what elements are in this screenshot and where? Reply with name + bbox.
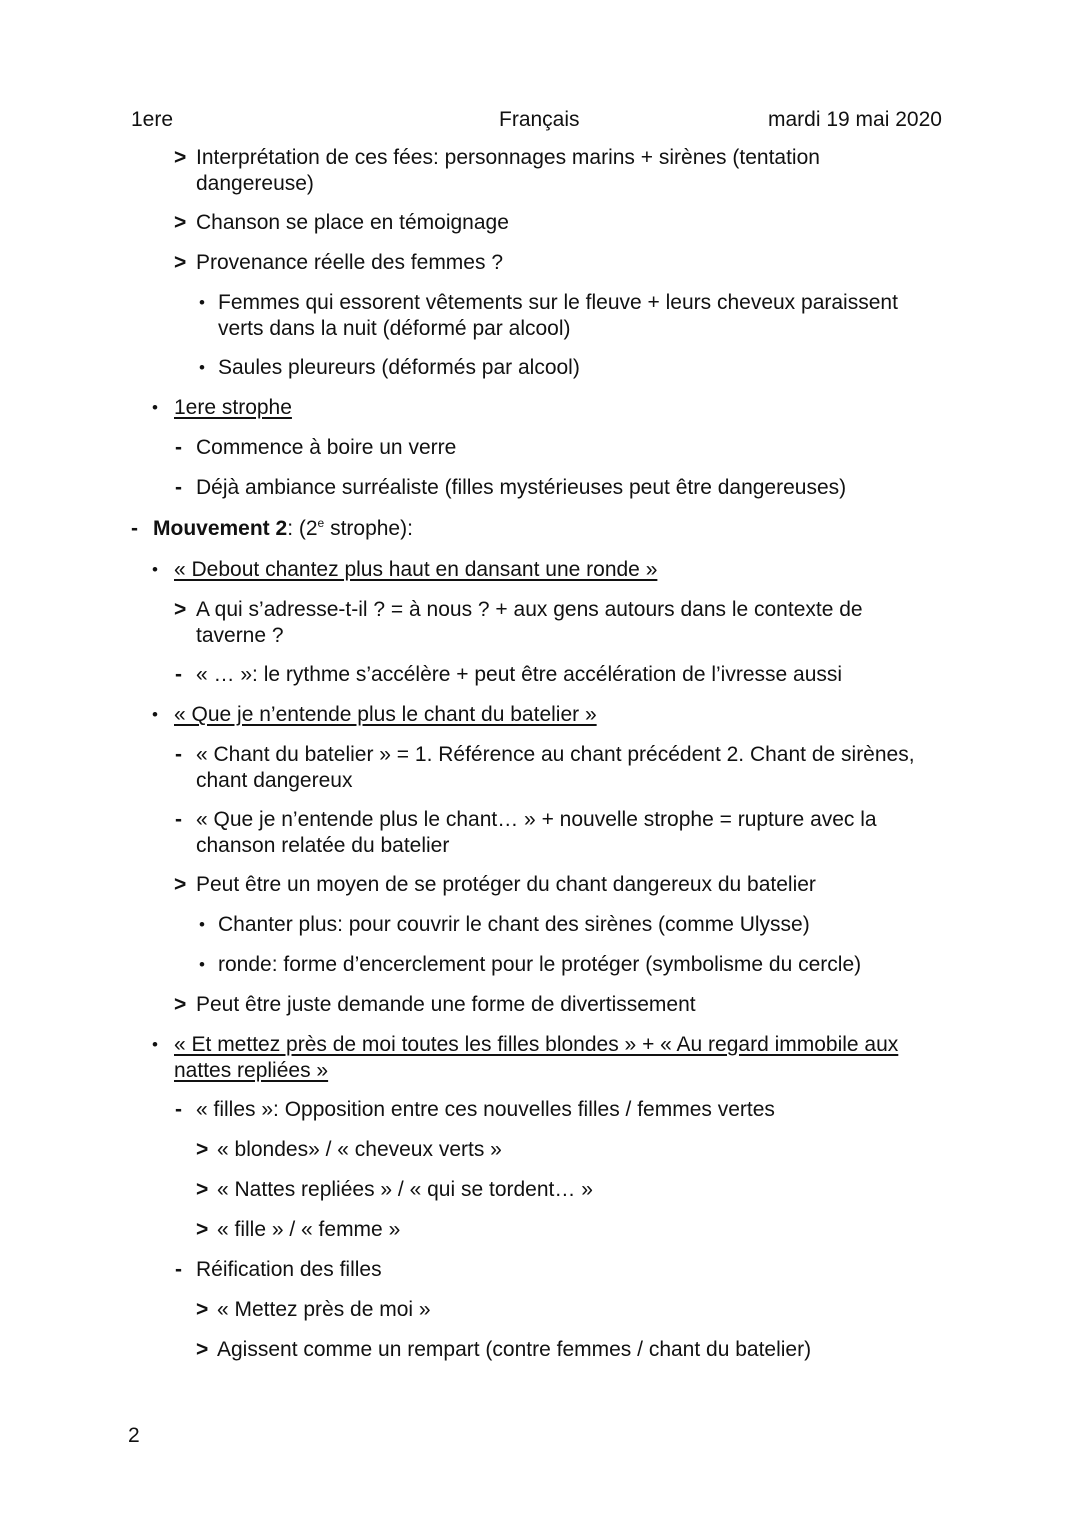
item-text: Réification des filles xyxy=(196,1258,382,1281)
item-text: « Et mettez près de moi toutes les filles blondes » + « Au regard immobile aux xyxy=(174,1033,899,1056)
list-item xyxy=(175,662,842,688)
bullet-marker: • xyxy=(199,293,205,312)
item-text: A qui s’adresse-t-il ? = à nous ? + aux gens autours dans le contexte de xyxy=(196,598,863,621)
list-item xyxy=(199,952,861,978)
item-text: Peut être juste demande une forme de divertissement xyxy=(196,993,696,1016)
list-item xyxy=(174,250,503,276)
list-item xyxy=(175,1097,775,1123)
item-text: Chanter plus: pour couvrir le chant des sirènes (comme Ulysse) xyxy=(218,913,810,936)
item-text: Saules pleureurs (déformés par alcool) xyxy=(218,356,580,379)
bullet-marker: • xyxy=(152,705,158,724)
arrow-marker: > xyxy=(196,1218,209,1241)
list-item xyxy=(175,742,915,794)
item-text-cont: chanson relatée du batelier xyxy=(196,834,450,857)
item-text-cont: chant dangereux xyxy=(196,769,353,792)
bullet-marker: • xyxy=(199,915,205,934)
arrow-marker: > xyxy=(174,251,187,274)
list-item xyxy=(175,475,846,501)
arrow-marker: > xyxy=(196,1178,209,1201)
list-item xyxy=(131,516,413,542)
section-title-suffix: : (2 xyxy=(287,517,318,540)
dash-marker: - xyxy=(131,517,138,540)
item-text: « … »: le rythme s’accélère + peut être accélération de l’ivresse aussi xyxy=(196,663,843,686)
dash-marker: - xyxy=(175,743,182,766)
bullet-marker: • xyxy=(152,398,158,417)
list-item xyxy=(175,1257,382,1283)
item-text: « Que je n’entende plus le chant… » + nouvelle strophe = rupture avec la xyxy=(196,808,877,831)
item-text: « Debout chantez plus haut en dansant une ronde » xyxy=(174,558,658,581)
list-item xyxy=(174,597,863,649)
list-item xyxy=(174,872,816,898)
list-item xyxy=(196,1297,431,1323)
bullet-marker: • xyxy=(152,1035,158,1054)
bullet-marker: • xyxy=(199,358,205,377)
superscript: e xyxy=(317,516,325,530)
list-item xyxy=(196,1337,811,1363)
list-item xyxy=(199,912,810,938)
list-item xyxy=(175,807,877,859)
arrow-marker: > xyxy=(174,598,187,621)
list-item xyxy=(152,557,657,583)
list-item xyxy=(152,1032,898,1084)
item-text-cont: verts dans la nuit (déformé par alcool) xyxy=(218,317,571,340)
dash-marker: - xyxy=(175,808,182,831)
page-number: 2 xyxy=(128,1424,140,1447)
item-text-cont: taverne ? xyxy=(196,624,284,647)
arrow-marker: > xyxy=(174,146,187,169)
list-item xyxy=(152,702,597,728)
item-text: « filles »: Opposition entre ces nouvelles filles / femmes vertes xyxy=(196,1098,775,1121)
item-text: Interprétation de ces fées: personnages marins + sirènes (tentation xyxy=(196,146,820,169)
dash-marker: - xyxy=(175,663,182,686)
arrow-marker: > xyxy=(196,1338,209,1361)
item-text: 1ere strophe xyxy=(174,396,292,419)
bullet-marker: • xyxy=(199,955,205,974)
section-title: Mouvement 2 xyxy=(153,517,288,540)
list-item xyxy=(199,355,580,381)
page-header xyxy=(0,108,1080,136)
item-text: « fille » / « femme » xyxy=(217,1218,401,1241)
item-text: Peut être un moyen de se protéger du chant dangereux du batelier xyxy=(196,873,816,896)
arrow-marker: > xyxy=(174,993,187,1016)
list-item xyxy=(196,1217,400,1243)
list-item xyxy=(174,145,820,197)
bullet-marker: • xyxy=(152,560,158,579)
header-class: 1ere xyxy=(131,108,174,131)
dash-marker: - xyxy=(175,436,182,459)
item-text: Provenance réelle des femmes ? xyxy=(196,251,503,274)
list-item xyxy=(174,210,509,236)
list-item xyxy=(174,992,696,1018)
section-title-end: strophe): xyxy=(324,517,413,540)
dash-marker: - xyxy=(175,1098,182,1121)
list-item xyxy=(175,435,456,461)
item-text: Agissent comme un rempart (contre femmes / chant du batelier) xyxy=(217,1338,812,1361)
item-text: ronde: forme d’encerclement pour le protéger (symbolisme du cercle) xyxy=(218,953,862,976)
dash-marker: - xyxy=(175,1258,182,1281)
item-text: « blondes» / « cheveux verts » xyxy=(217,1138,502,1161)
item-text xyxy=(131,516,413,542)
item-text: Chanson se place en témoignage xyxy=(196,211,509,234)
item-text-cont: dangereuse) xyxy=(196,172,314,195)
item-text: Commence à boire un verre xyxy=(196,436,457,459)
list-item xyxy=(199,290,898,342)
item-text: « Mettez près de moi » xyxy=(217,1298,431,1321)
item-text: « Que je n’entende plus le chant du batelier » xyxy=(174,703,597,726)
header-date: mardi 19 mai 2020 xyxy=(768,108,942,131)
arrow-marker: > xyxy=(196,1298,209,1321)
item-text: Femmes qui essorent vêtements sur le fleuve + leurs cheveux paraissent xyxy=(218,291,898,314)
dash-marker: - xyxy=(175,476,182,499)
item-text: « Chant du batelier » = 1. Référence au chant précédent 2. Chant de sirènes, xyxy=(196,743,915,766)
header-subject: Français xyxy=(499,108,580,131)
arrow-marker: > xyxy=(174,211,187,234)
arrow-marker: > xyxy=(174,873,187,896)
arrow-marker: > xyxy=(196,1138,209,1161)
item-text: Déjà ambiance surréaliste (filles mystérieuses peut être dangereuses) xyxy=(196,476,847,499)
list-item xyxy=(196,1137,502,1163)
item-text-cont: nattes repliées » xyxy=(174,1059,329,1082)
list-item xyxy=(152,395,292,421)
item-text: « Nattes repliées » / « qui se tordent… » xyxy=(217,1178,593,1201)
list-item xyxy=(196,1177,593,1203)
